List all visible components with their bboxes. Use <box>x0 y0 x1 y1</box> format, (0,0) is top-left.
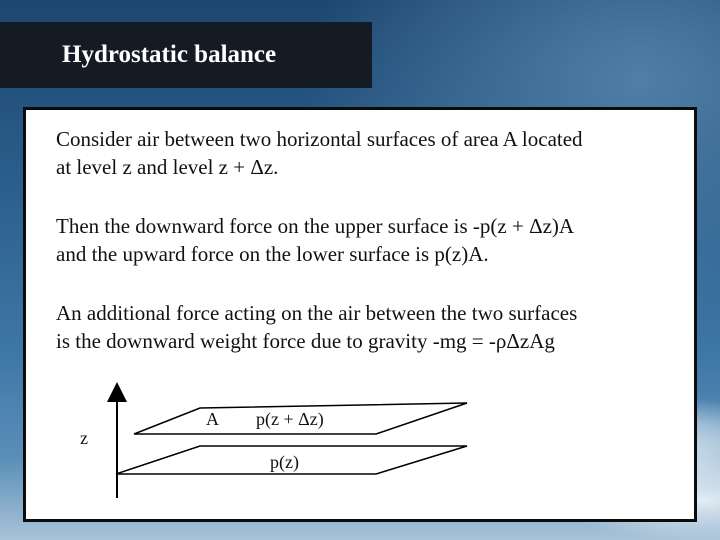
paragraph-1-line-2: at level z and level z + Δz. <box>56 155 279 179</box>
area-label: A <box>206 409 219 429</box>
axis-label-z: z <box>80 428 88 448</box>
hydrostatic-diagram <box>26 110 694 519</box>
title-bar <box>0 22 372 88</box>
slide-title: Hydrostatic balance <box>62 41 277 68</box>
paragraph-3-line-1: An additional force acting on the air between the two surfaces <box>56 301 578 325</box>
lower-pressure-label: p(z) <box>270 452 299 472</box>
paragraph-1-line-1: Consider air between two horizontal surfaces of area A located <box>56 127 583 151</box>
upper-pressure-label: p(z + Δz) <box>256 409 324 429</box>
paragraph-2-line-2: and the upward force on the lower surface is p(z)A. <box>56 242 489 266</box>
content-box <box>23 107 697 522</box>
paragraph-3-line-2: is the downward weight force due to gravity -mg = -ρΔzAg <box>56 329 555 353</box>
paragraph-2-line-1: Then the downward force on the upper surface is -p(z + Δz)A <box>56 214 575 238</box>
